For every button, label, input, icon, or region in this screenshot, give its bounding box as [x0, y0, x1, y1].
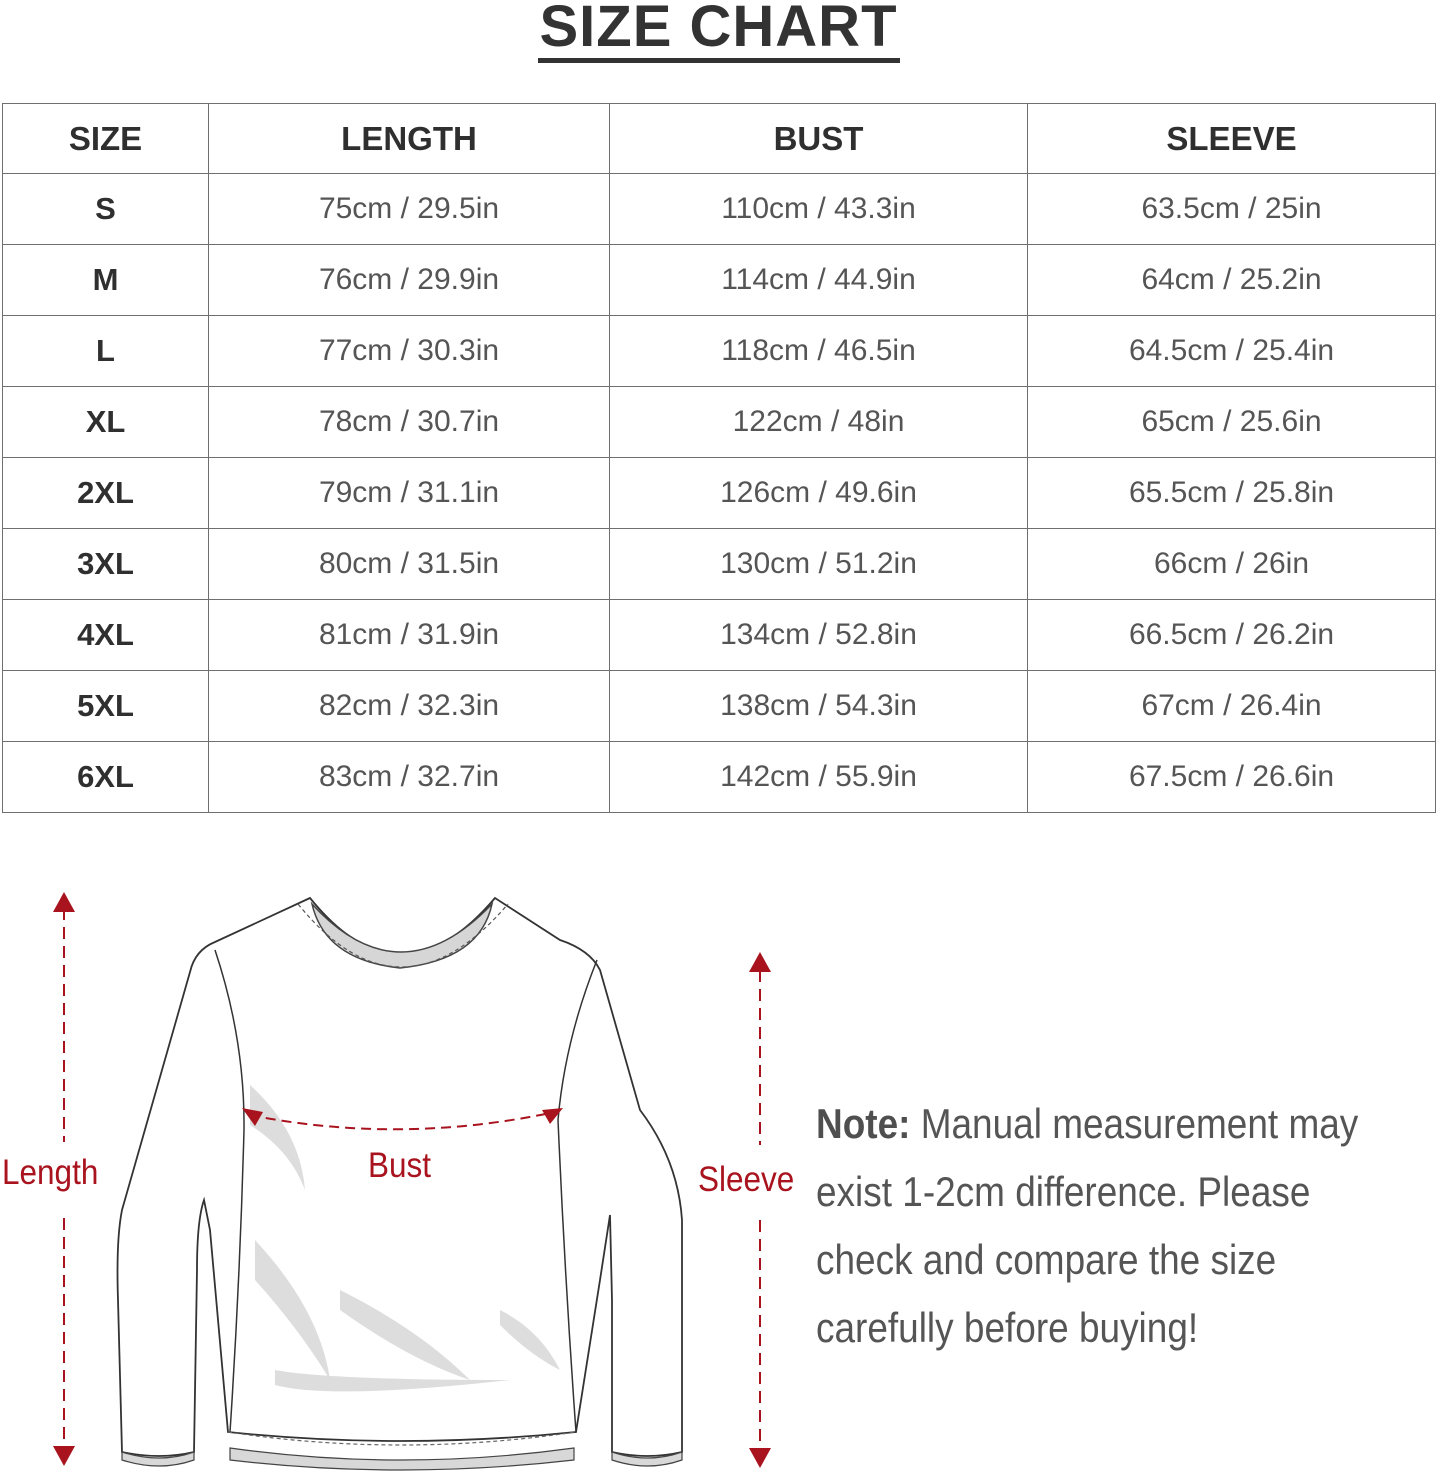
size-table	[2, 103, 1436, 813]
table-row	[3, 174, 1436, 245]
table-row	[3, 742, 1436, 813]
size-cell: L	[3, 316, 209, 387]
length-cell: 75cm / 29.5in	[209, 174, 610, 245]
table-row	[3, 671, 1436, 742]
bust-cell: 142cm / 55.9in	[610, 742, 1028, 813]
table-row	[3, 387, 1436, 458]
length-cell: 80cm / 31.5in	[209, 529, 610, 600]
measurement-note	[816, 1090, 1357, 1362]
size-cell: 2XL	[3, 458, 209, 529]
bust-cell: 134cm / 52.8in	[610, 600, 1028, 671]
sleeve-cell: 64cm / 25.2in	[1028, 245, 1436, 316]
sleeve-cell: 67cm / 26.4in	[1028, 671, 1436, 742]
note-text: Manual measurement may	[910, 1100, 1359, 1147]
page-title: SIZE CHART	[538, 0, 900, 63]
sleeve-measure-line	[749, 952, 771, 1468]
bust-cell: 114cm / 44.9in	[610, 245, 1028, 316]
table-row	[3, 316, 1436, 387]
size-cell: XL	[3, 387, 209, 458]
bust-cell: 126cm / 49.6in	[610, 458, 1028, 529]
length-cell: 76cm / 29.9in	[209, 245, 610, 316]
note-label: Note:	[816, 1100, 911, 1147]
column-header-sleeve: SLEEVE	[1028, 104, 1436, 174]
size-cell: 6XL	[3, 742, 209, 813]
arrow-down-icon	[749, 1448, 771, 1468]
sleeve-cell: 66.5cm / 26.2in	[1028, 600, 1436, 671]
length-cell: 78cm / 30.7in	[209, 387, 610, 458]
column-header-bust: BUST	[610, 104, 1028, 174]
table-row	[3, 245, 1436, 316]
length-cell: 82cm / 32.3in	[209, 671, 610, 742]
length-cell: 81cm / 31.9in	[209, 600, 610, 671]
bust-cell: 118cm / 46.5in	[610, 316, 1028, 387]
sleeve-cell: 67.5cm / 26.6in	[1028, 742, 1436, 813]
note-line: check and compare the size	[816, 1236, 1277, 1283]
note-line	[816, 1090, 1357, 1158]
arrow-up-icon	[53, 892, 75, 912]
length-label: Length	[2, 1153, 99, 1192]
size-cell: 5XL	[3, 671, 209, 742]
size-chart-title-wrap	[0, 0, 1437, 63]
sleeve-label: Sleeve	[698, 1160, 795, 1199]
sleeve-cell: 66cm / 26in	[1028, 529, 1436, 600]
sleeve-cell: 63.5cm / 25in	[1028, 174, 1436, 245]
note-line: carefully before buying!	[816, 1304, 1199, 1351]
size-cell: 3XL	[3, 529, 209, 600]
length-cell: 77cm / 30.3in	[209, 316, 610, 387]
length-cell: 83cm / 32.7in	[209, 742, 610, 813]
size-cell: M	[3, 245, 209, 316]
sleeve-cell: 64.5cm / 25.4in	[1028, 316, 1436, 387]
note-line: exist 1-2cm difference. Please	[816, 1168, 1311, 1215]
table-row	[3, 529, 1436, 600]
hem-band	[230, 1448, 574, 1470]
column-header-length: LENGTH	[209, 104, 610, 174]
bust-cell: 138cm / 54.3in	[610, 671, 1028, 742]
arrow-down-icon	[53, 1446, 75, 1466]
column-header-size: SIZE	[3, 104, 209, 174]
arrow-up-icon	[749, 952, 771, 972]
bust-cell: 110cm / 43.3in	[610, 174, 1028, 245]
length-cell: 79cm / 31.1in	[209, 458, 610, 529]
size-cell: 4XL	[3, 600, 209, 671]
bust-cell: 122cm / 48in	[610, 387, 1028, 458]
bust-cell: 130cm / 51.2in	[610, 529, 1028, 600]
sleeve-cell: 65cm / 25.6in	[1028, 387, 1436, 458]
table-header-row	[3, 104, 1436, 174]
bust-label: Bust	[368, 1146, 432, 1185]
sleeve-cell: 65.5cm / 25.8in	[1028, 458, 1436, 529]
table-row	[3, 458, 1436, 529]
size-cell: S	[3, 174, 209, 245]
table-row	[3, 600, 1436, 671]
